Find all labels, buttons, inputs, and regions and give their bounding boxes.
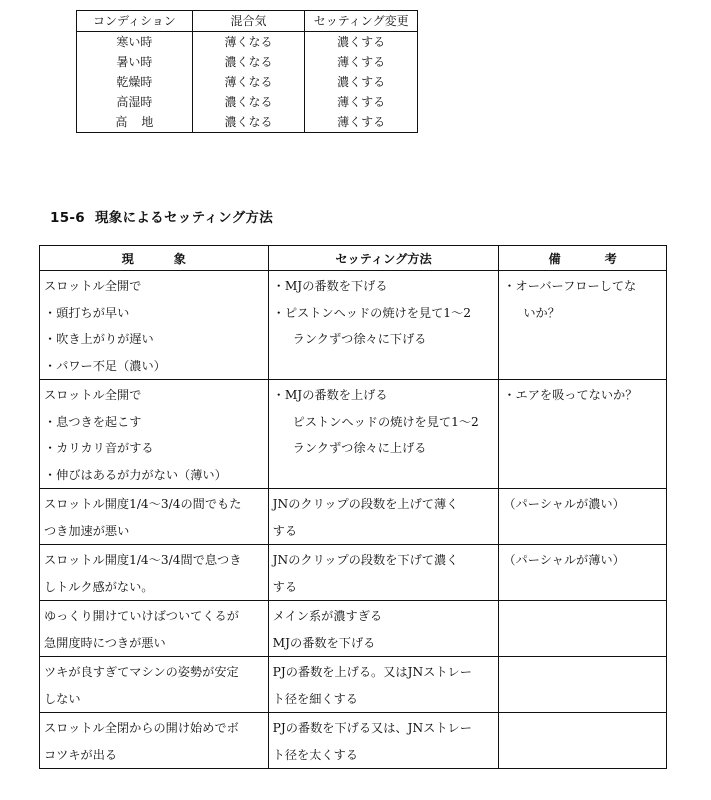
table-row [40,601,667,657]
section-number: 15-6 [50,210,85,226]
condition-table [76,10,418,133]
text-line: ・エアを吸ってないか？ [503,388,638,402]
text-line: メイン系が濃すぎる [272,609,383,623]
mixture-cell: 濃くなる [192,92,305,112]
text-line: JNのクリップの段数を上げて薄く [272,497,459,511]
text-line: ・MJの番数を上げる [272,388,388,402]
header-notes: 備考 [499,246,667,271]
text-line: いか？ [523,305,560,320]
text-line: ・オーバーフローしてな [503,279,637,293]
setting-method-table [39,245,667,769]
text-line: PJの番数を下げる又は、JNストレー [272,721,472,735]
notes-cell [499,601,667,657]
text-line: ランクずつ徐々に下げる [292,332,427,346]
condition-cell: 寒い時 [77,32,193,53]
mixture-cell: 濃くなる [192,112,305,133]
text-line: ・頭打ちが早い [44,305,130,320]
header-setting-change: セッティング変更 [305,11,418,32]
table-row [40,271,667,380]
table-row [40,713,667,769]
notes-cell [499,489,667,545]
text-line: 急開度時につきが悪い [44,635,166,650]
text-line: （パーシャルが薄い） [503,553,625,567]
setting-change-cell: 薄くする [305,52,418,72]
phenomenon-cell [40,713,269,769]
text-line: つき加速が悪い [44,523,130,538]
notes-cell [499,545,667,601]
notes-cell [499,271,667,380]
text-line: スロットル全開で [44,279,142,293]
method-cell [268,713,499,769]
text-line: ・伸びはあるが力がない（薄い） [44,467,227,482]
phenomenon-cell [40,380,269,489]
setting-change-cell: 濃くする [305,72,418,92]
condition-cell: 高湿時 [77,92,193,112]
condition-cell: 暑い時 [77,52,193,72]
text-line: MJの番数を下げる [272,635,376,650]
text-line: ・MJの番数を下げる [272,279,388,293]
phenomenon-cell [40,271,269,380]
mixture-cell: 薄くなる [192,32,305,53]
text-line: スロットル全開で [44,388,142,402]
text-line: PJの番数を上げる。又はJNストレー [272,665,472,679]
text-line: スロットル全閉からの開け始めでボ [44,721,239,735]
condition-cell: 乾燥時 [77,72,193,92]
setting-change-cell: 薄くする [305,112,418,133]
text-line: ト径を細くする [272,691,358,706]
table-row [77,52,418,72]
table-row [77,92,418,112]
table-row [40,489,667,545]
text-line: ト径を太くする [272,747,358,762]
text-line: ・パワー不足（濃い） [44,358,166,373]
text-line: ・息つきを起こす [44,414,142,429]
section-heading [50,206,273,226]
text-line: ・カリカリ音がする [44,441,154,455]
phenomenon-cell [40,657,269,713]
header-condition: コンディション [77,11,193,32]
text-line: コツキが出る [44,747,118,762]
text-line: ゆっくり開けていけばついてくるが [44,609,239,623]
notes-cell [499,380,667,489]
mixture-cell: 濃くなる [192,52,305,72]
notes-cell [499,657,667,713]
text-line: しない [44,691,81,706]
phenomenon-cell [40,545,269,601]
text-line: ツキが良すぎてマシンの姿勢が安定 [44,665,239,679]
section-title: 現象によるセッティング方法 [94,210,274,226]
table-row [77,72,418,92]
method-cell [268,489,499,545]
condition-cell: 高地 [77,112,193,133]
method-cell [268,271,499,380]
text-line: する [272,579,298,594]
table-row [77,112,418,133]
header-mixture: 混合気 [192,11,305,32]
notes-cell [499,713,667,769]
phenomenon-cell [40,489,269,545]
text-line: （パーシャルが濃い） [503,497,625,511]
text-line: ・ピストンヘッドの焼けを見て1〜2 [272,305,471,320]
text-line: しトルク感がない。 [44,579,154,594]
setting-table-header [40,246,667,271]
text-line: スロットル開度1/4〜3/4間で息つき [44,553,242,567]
condition-table-header [77,11,418,32]
phenomenon-cell [40,601,269,657]
header-phenomenon: 現象 [40,246,269,271]
header-method: セッティング方法 [268,246,499,271]
setting-change-cell: 濃くする [305,32,418,53]
text-line: ピストンヘッドの焼けを見て1〜2 [292,414,479,429]
text-line: する [272,523,298,538]
mixture-cell: 薄くなる [192,72,305,92]
method-cell [268,380,499,489]
table-row [77,32,418,53]
text-line: ・吹き上がりが遅い [44,332,154,346]
table-row [40,380,667,489]
text-line: スロットル開度1/4〜3/4の間でもた [44,497,242,511]
method-cell [268,545,499,601]
text-line: JNのクリップの段数を下げて濃く [272,553,459,567]
method-cell [268,657,499,713]
method-cell [268,601,499,657]
setting-change-cell: 薄くする [305,92,418,112]
table-row [40,545,667,601]
table-row [40,657,667,713]
text-line: ランクずつ徐々に上げる [292,441,427,455]
